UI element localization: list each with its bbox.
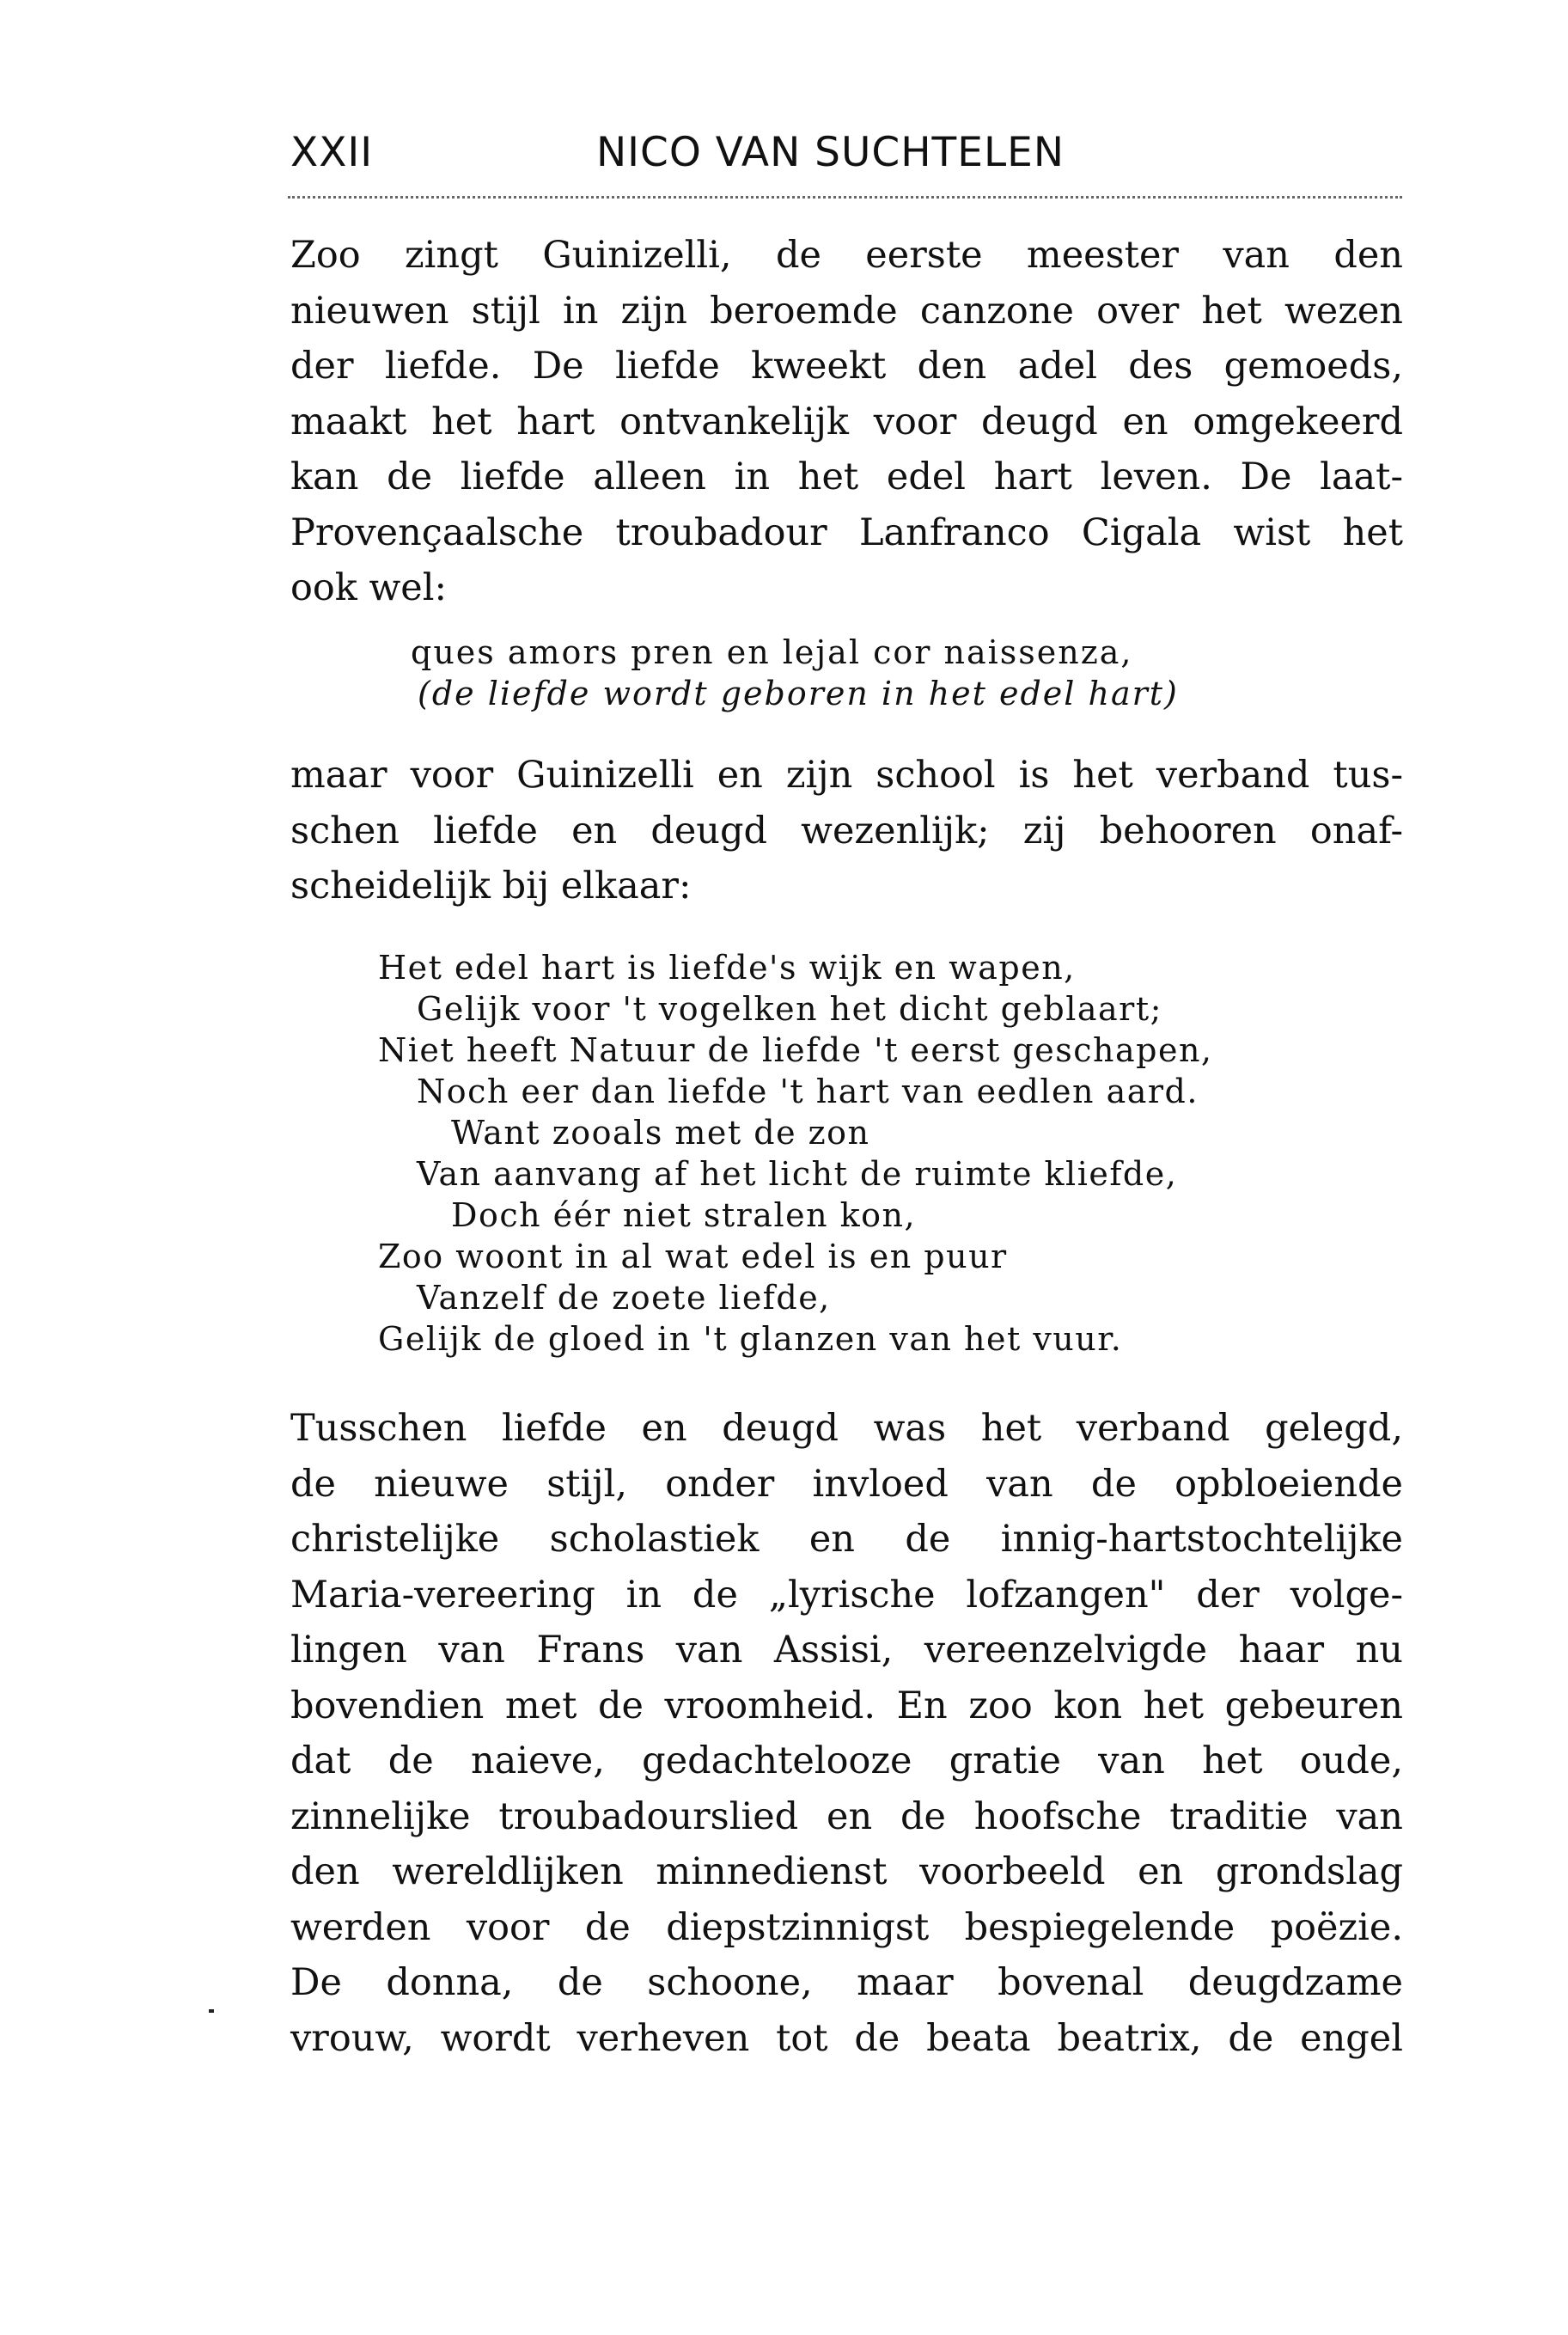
poem-line: Niet heeft Natuur de liefde 't eerst geschapen, [378,1031,1213,1069]
page-number: XXII [290,129,374,176]
poem-line: Doch éér niet stralen kon, [451,1196,917,1234]
paragraph-3-line: christelijke scholastiek en de innig-hartstochtelijke [290,1518,1403,1561]
poem-line: Van aanvang af het licht de ruimte kliefde, [417,1155,1178,1193]
paragraph-2 [290,748,1403,914]
paragraph-2-line: scheidelijk bij elkaar: [290,865,692,908]
poem [378,947,1213,1360]
paragraph-1-line: kan de liefde alleen in het edel hart leven. De laat- [290,455,1403,498]
paragraph-3-line: den wereldlijken minnedienst voorbeeld en grondslag [290,1850,1403,1893]
header-rule [288,196,1402,199]
running-head [290,129,1407,189]
paragraph-3-line: zinnelijke troubadourslied en de hoofsche traditie van [290,1794,1403,1838]
paragraph-2-line: maar voor Guinizelli en zijn school is het verband tus- [290,754,1403,797]
paragraph-1 [290,228,1403,616]
paragraph-3 [290,1401,1403,2066]
paragraph-1-line: ook wel: [290,566,447,609]
paragraph-1-line: maakt het hart ontvankelijk voor deugd en omgekeerd [290,400,1403,443]
running-title: NICO VAN SUCHTELEN [596,129,1065,176]
paragraph-2-line: schen liefde en deugd wezenlijk; zij behooren onaf- [290,809,1403,853]
paragraph-1-line: der liefde. De liefde kweekt den adel des gemoeds, [290,345,1403,388]
paragraph-3-line: werden voor de diepstzinnigst bespiegelende poëzie. [290,1905,1403,1949]
paragraph-3-line: dat de naieve, gedachtelooze gratie van het oude, [290,1739,1403,1782]
paragraph-3-line: lingen van Frans van Assisi, vereenzelvigde haar nu [290,1629,1403,1672]
paragraph-3-line: De donna, de schoone, maar bovenal deugdzame [290,1961,1403,2004]
poem-line: Want zooals met de zon [451,1114,870,1152]
paragraph-3-line: de nieuwe stijl, onder invloed van de opbloeiende [290,1462,1403,1506]
paragraph-3-line: vrouw, wordt verheven tot de beata beatrix, de engel [290,2016,1403,2060]
poem-line: Gelijk de gloed in 't glanzen van het vuur. [378,1320,1123,1358]
poem-line: Het edel hart is liefde's wijk en wapen, [378,949,1076,987]
poem-line: Vanzelf de zoete liefde, [417,1279,831,1317]
poem-line: Gelijk voor 't vogelken het dicht geblaart; [417,990,1162,1028]
poem-line: Noch eer dan liefde 't hart van eedlen aard. [417,1073,1199,1110]
paragraph-1-line: nieuwen stijl in zijn beroemde canzone over het wezen [290,289,1403,333]
paragraph-1-line: Provençaalsche troubadour Lanfranco Cigala wist het [290,510,1403,554]
quote-translation: (de liefde wordt geboren in het edel hart) [418,675,1179,712]
paragraph-3-line: Tusschen liefde en deugd was het verband gelegd, [290,1407,1403,1450]
poem-line: Zoo woont in al wat edel is en puur [378,1238,1008,1275]
paragraph-3-line: Maria-vereering in de „lyrische lofzangen" der volge- [290,1573,1403,1617]
paragraph-1-line: Zoo zingt Guinizelli, de eerste meester van den [290,234,1403,277]
margin-speck [209,2009,214,2013]
paragraph-3-line: bovendien met de vroomheid. En zoo kon het gebeuren [290,1684,1403,1727]
quote-block [411,632,1179,714]
quote-original: ques amors pren en lejal cor naissenza, [411,633,1133,671]
